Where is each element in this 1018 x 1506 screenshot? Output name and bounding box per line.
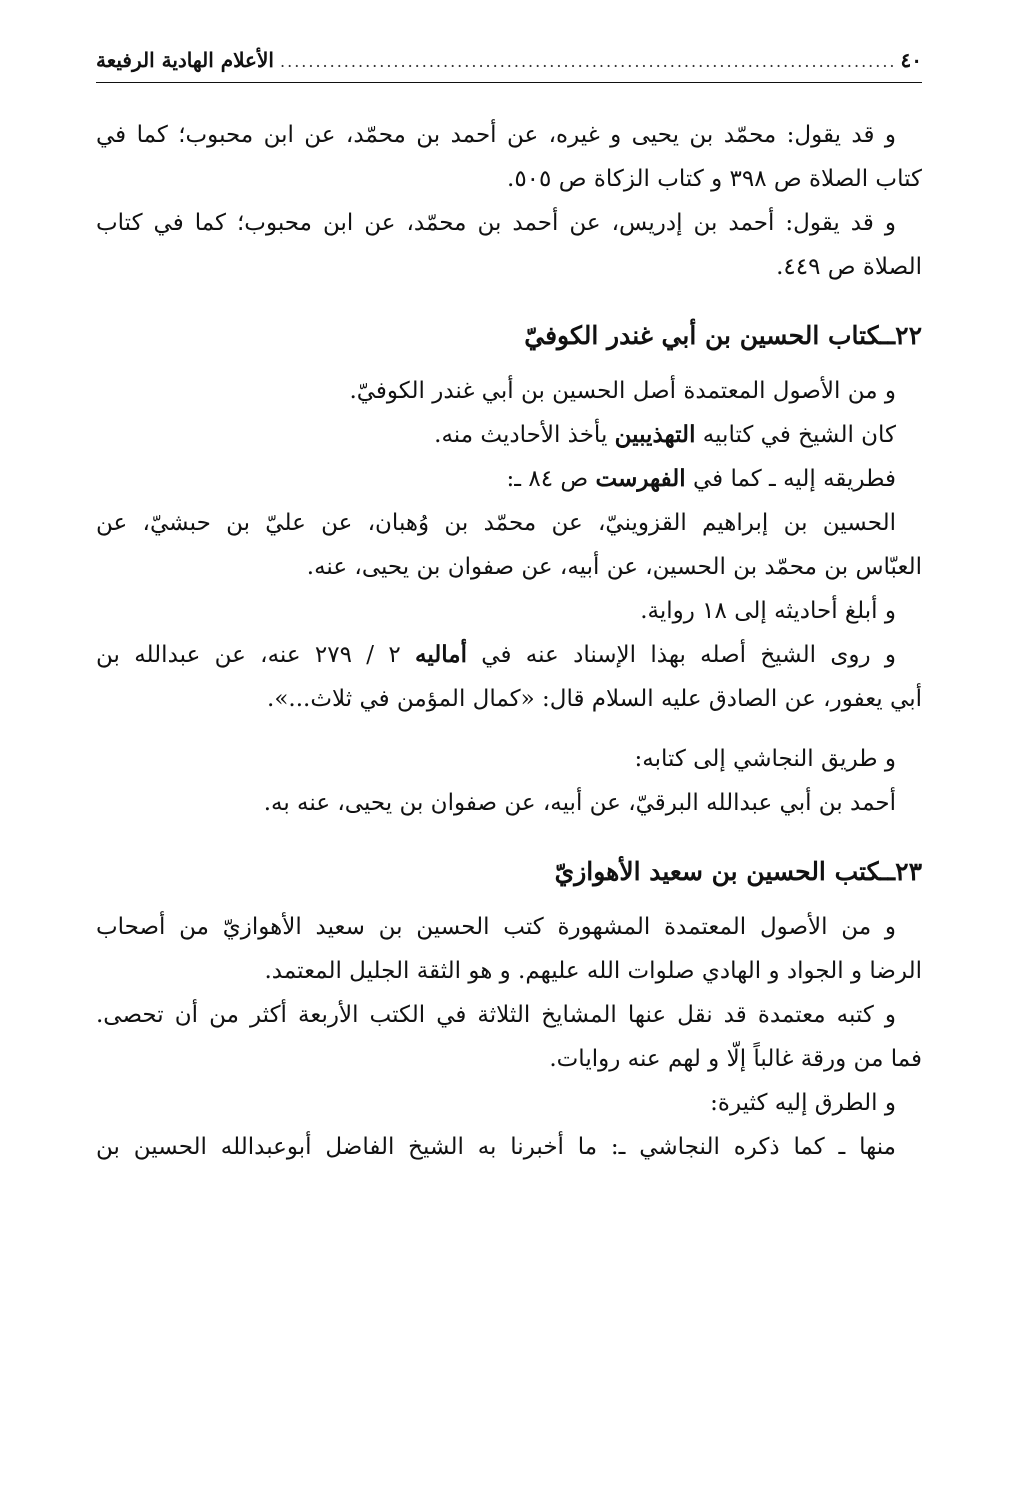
paragraph-line: و من الأصول المعتمدة أصل الحسين بن أبي غندر الكوفيّ.	[349, 378, 896, 404]
running-header	[96, 40, 922, 80]
paragraph-line	[96, 457, 922, 501]
paragraph-line: أبي يعفور، عن الصادق عليه السلام قال: «كمال المؤمن في ثلاث...».	[267, 686, 922, 712]
spacer	[96, 721, 922, 737]
section-heading-22: ٢٢ــكتاب الحسين بن أبي غندر الكوفيّ	[524, 321, 922, 350]
header-rule	[96, 82, 922, 83]
book-name-fihrist: الفهرست	[595, 465, 686, 492]
paragraph-line: و الطرق إليه كثيرة:	[710, 1090, 896, 1116]
page-body	[96, 113, 922, 1169]
paragraph-line: و أبلغ أحاديثه إلى ١٨ رواية.	[640, 598, 896, 624]
paragraph-line: الرضا و الجواد و الهادي صلوات الله عليهم. و هو الثقة الجليل المعتمد.	[264, 958, 922, 984]
paragraph-line: العبّاس بن محمّد بن الحسين، عن أبيه، عن صفوان بن يحيى، عنه.	[306, 554, 922, 580]
paragraph-line: و من الأصول المعتمدة المشهورة كتب الحسين بن سعيد الأهوازيّ من أصحاب	[96, 914, 896, 940]
book-page	[96, 40, 922, 1480]
text-run: ص ٨٤ ـ:	[506, 466, 596, 492]
paragraph-line: كتاب الصلاة ص ٣٩٨ و كتاب الزكاة ص ٥٠٥.	[507, 166, 922, 192]
paragraph-line: و كتبه معتمدة قد نقل عنها المشايخ الثلاثة في الكتب الأربعة أكثر من أن تحصى.	[96, 1002, 896, 1028]
page-number: ٤٠	[900, 48, 922, 72]
paragraph-line: منها ـ كما ذكره النجاشي ـ: ما أخبرنا به الشيخ الفاضل أبوعبدالله الحسين بن	[96, 1134, 896, 1160]
book-name-tahdhibayn: التهذيبين	[614, 421, 696, 448]
paragraph-line: و طريق النجاشي إلى كتابه:	[634, 746, 896, 772]
paragraph-line: و قد يقول: محمّد بن يحيى و غيره، عن أحمد بن محمّد، عن ابن محبوب؛ كما في	[96, 122, 896, 148]
paragraph-line	[96, 413, 922, 457]
text-run: كان الشيخ في كتابيه	[695, 422, 896, 448]
paragraph-line: أحمد بن أبي عبدالله البرقيّ، عن أبيه، عن صفوان بن يحيى، عنه به.	[263, 790, 896, 816]
text-run: فطريقه إليه ـ كما في	[685, 466, 896, 492]
paragraph-line: الحسين بن إبراهيم القزوينيّ، عن محمّد بن وُهبان، عن عليّ بن حبشيّ، عن	[96, 510, 896, 536]
paragraph-line: و قد يقول: أحمد بن إدريس، عن أحمد بن محمّد، عن ابن محبوب؛ كما في كتاب	[96, 210, 896, 236]
leader-dots	[278, 42, 897, 82]
paragraph-line: الصلاة ص ٤٤٩.	[776, 254, 922, 280]
section-heading-23: ٢٣ــكتب الحسين بن سعيد الأهوازيّ	[554, 857, 922, 886]
paragraph-line	[96, 633, 922, 677]
text-run: و روى الشيخ أصله بهذا الإسناد عنه في	[467, 642, 896, 668]
book-name-amali: أماليه	[415, 641, 467, 668]
text-run: يأخذ الأحاديث منه.	[434, 422, 615, 448]
text-run: ٢ / ٢٧٩ عنه، عن عبدالله بن	[96, 642, 415, 668]
book-title: الأعلام الهادية الرفيعة	[96, 48, 274, 72]
paragraph-line: فما من ورقة غالباً إلّا و لهم عنه روايات.	[549, 1046, 922, 1072]
